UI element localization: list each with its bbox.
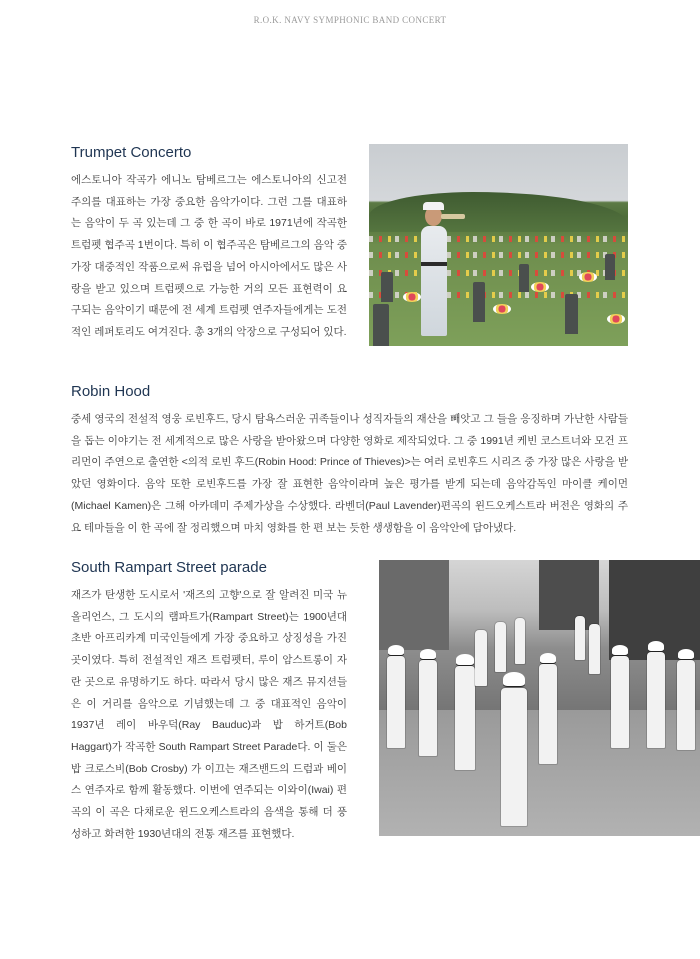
section-south-rampart-street-parade — [71, 559, 347, 845]
section-title: Trumpet Concerto — [71, 144, 192, 161]
section-body: 에스토니아 작곡가 에니노 탐베르그는 에스토니아의 신고전주의를 대표하는 가장 중요한 음악가이다. 그런 그를 대표하는 음악이 두 곡 있는데 그 중 한 곡이 바로 1971년에 작곡한 트럼펫 협주곡 1번이다. 특히 이 협주곡은 탐베르그의 음악 중 가장 대중적인 작품으로써 유럽을 넘어 아시아에서도 많은 사랑을 받고 있으며 트럼펫으로 가능한 거의 모든 표현력이 요구되는 음악이기 때문에 전 세계 트럼펫 연주자들에게는 도전적인 레퍼토리도 여겨진다. 총 3개의 악장으로 구성되어 있다. — [71, 174, 347, 338]
section-title: Robin Hood — [71, 383, 151, 400]
running-header: R.O.K. NAVY SYMPHONIC BAND CONCERT — [253, 15, 447, 25]
section-body: 중세 영국의 전설적 영웅 로빈후드, 당시 탐욕스러운 귀족들이나 성직자들의 재산을 빼앗고 그 들을 응징하며 가난한 사람들을 돕는 이야기는 전 세계적으로 많은 사랑을 받아왔으며 다양한 영화로 제작되었다. 그 중 1991년 케빈 코스트너와 모건 프리먼이 주연으로 출연한 <의적 로빈 후드(Robin Hood: Prince of Thieves)>는 여러 로빈후드 시리즈 중 가장 많은 사랑을 받았던 영화이다. 음악 또한 로빈후드를 가장 잘 표현한 음악이라며 높은 평가를 받게 되는데 음악감독인 마이클 케이먼(Michael Kamen)은 그해 아카데미 주제가상을 수상했다. 라벤더(Paul Lavender)편곡의 윈드오케스트라 버전은 영화의 주요 테마들을 이 한 곡에 잘 정리했으며 마치 영화를 한 편 보는 듯한 생생함을 이 음악안에 담아냈다. — [71, 413, 628, 534]
trumpeter-cemetery-photo — [369, 144, 628, 346]
marching-band-photo — [379, 560, 700, 836]
section-body: 재즈가 탄생한 도시로서 '재즈의 고향'으로 잘 알려진 미국 뉴올리언스, 그 도시의 램파트가(Rampart Street)는 1900년대 초반 아프리카계 미국인들에게 가장 중요하고 상징성을 가진 곳이였다. 특히 전설적인 재즈 트럼펫터, 루이 암스트롱이 자란 곳으로 유명하기도 하다. 따라서 당시 많은 재즈 뮤지션들은 이 거리를 음악으로 기념했는데 그 중 대표적인 음악이 1937년 레이 바우덕(Ray Bauduc)과 밥 하거트(Bob Haggart)가 작곡한 South Rampart Street Parade다. 이 둘은 밥 크로스비(Bob Crosby) 가 이끄는 재즈밴드의 드럼과 베이스 연주자로 함께 활동했다. 이번에 연주되는 이와이(Iwai) 편곡의 이 곡은 다채로운 윈드오케스트라의 음색을 통해 더 풍성하고 화려한 1930년대의 전통 재즈를 표현했다. — [71, 589, 347, 840]
section-title: South Rampart Street parade — [71, 559, 267, 576]
section-robin-hood — [71, 383, 628, 539]
section-trumpet-concerto — [71, 144, 347, 344]
